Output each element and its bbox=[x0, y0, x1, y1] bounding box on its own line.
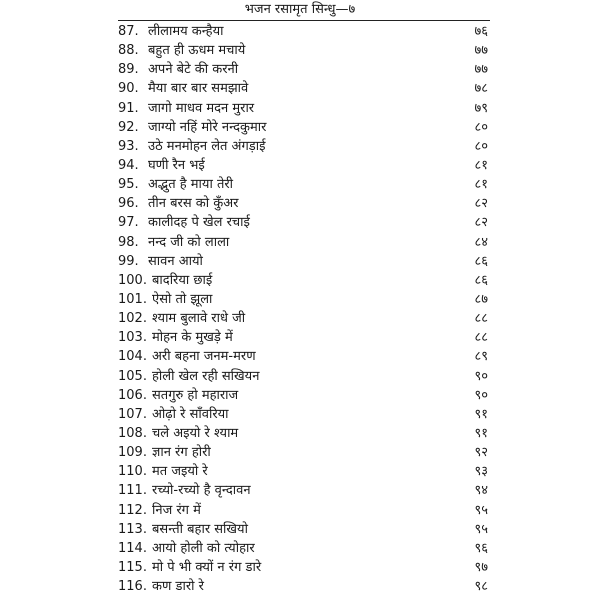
toc-entry bbox=[0, 386, 600, 405]
entry-page-number: ७६ bbox=[474, 24, 488, 39]
entry-title: रच्यो-रच्यो है वृन्दावन bbox=[152, 483, 251, 499]
entry-title: उठे मनमोहन लेत अंगड़ाई bbox=[148, 138, 266, 154]
entry-page-number: ९० bbox=[474, 387, 488, 403]
entry-number: 95. bbox=[118, 177, 139, 193]
toc-entry bbox=[0, 156, 600, 175]
entry-title: मो पे भी क्यों न रंग डारे bbox=[152, 559, 262, 575]
entry-number: 103. bbox=[118, 330, 147, 346]
entry-number: 113. bbox=[118, 521, 147, 537]
toc-entry bbox=[0, 252, 600, 271]
entry-number: 109. bbox=[118, 445, 147, 461]
toc-entry bbox=[0, 194, 600, 213]
entry-title: ऐसो तो झूला bbox=[152, 291, 213, 307]
entry-page-number: ८१ bbox=[474, 177, 488, 193]
entry-page-number: ८० bbox=[474, 119, 488, 135]
entry-number: 105. bbox=[118, 368, 147, 384]
entry-page-number: ८४ bbox=[474, 234, 488, 250]
entry-page-number: ७८ bbox=[474, 81, 488, 97]
entry-title: ओढ़ो रे साँवरिया bbox=[152, 406, 229, 422]
entry-number: 116. bbox=[118, 579, 147, 595]
toc-entry bbox=[0, 22, 600, 41]
entry-number: 97. bbox=[118, 215, 139, 231]
toc-entry bbox=[0, 501, 600, 520]
entry-page-number: ८० bbox=[474, 138, 488, 154]
entry-number: 108. bbox=[118, 425, 147, 441]
toc-entry bbox=[0, 60, 600, 79]
toc-entry bbox=[0, 290, 600, 309]
entry-title: नन्द जी को लाला bbox=[148, 234, 230, 250]
entry-title: सावन आयो bbox=[148, 253, 203, 269]
toc-entry bbox=[0, 271, 600, 290]
entry-number: 102. bbox=[118, 311, 147, 327]
entry-number: 110. bbox=[118, 464, 147, 480]
entry-number: 93. bbox=[118, 138, 139, 154]
toc-entry bbox=[0, 577, 600, 596]
toc-entry bbox=[0, 233, 600, 252]
entry-number: 94. bbox=[118, 157, 139, 173]
entry-title: तीन बरस को कुँअर bbox=[148, 196, 239, 212]
header-rule bbox=[118, 20, 490, 21]
entry-page-number: ९० bbox=[474, 368, 488, 384]
toc-entry bbox=[0, 41, 600, 60]
toc-entry bbox=[0, 558, 600, 577]
entry-title: जाग्यो नहिं मोरे नन्दकुमार bbox=[148, 119, 267, 135]
toc-entry bbox=[0, 309, 600, 328]
entry-title: आयो होली को त्योहार bbox=[152, 540, 255, 556]
toc-entry bbox=[0, 367, 600, 386]
entry-number: 99. bbox=[118, 253, 139, 269]
toc-entry bbox=[0, 79, 600, 98]
entry-number: 107. bbox=[118, 406, 147, 422]
entry-number: 115. bbox=[118, 559, 147, 575]
entry-page-number: ७७ bbox=[474, 43, 488, 59]
toc-entry bbox=[0, 443, 600, 462]
entry-title: बहुत ही ऊधम मचाये bbox=[148, 43, 246, 59]
entry-number: 96. bbox=[118, 196, 139, 212]
entry-page-number: ७९ bbox=[474, 100, 488, 116]
toc-entry bbox=[0, 328, 600, 347]
entry-number: 92. bbox=[118, 119, 139, 135]
entry-title: निज रंग में bbox=[152, 502, 201, 518]
entry-page-number: ९६ bbox=[474, 540, 488, 556]
toc-entry bbox=[0, 481, 600, 500]
toc-entry bbox=[0, 347, 600, 366]
toc-entry bbox=[0, 520, 600, 539]
toc-entry bbox=[0, 99, 600, 118]
entry-page-number: ९५ bbox=[474, 502, 488, 518]
entry-number: 88. bbox=[118, 43, 139, 59]
entry-title: लीलामय कन्हैया bbox=[148, 24, 224, 39]
toc-entry bbox=[0, 424, 600, 443]
entry-number: 111. bbox=[118, 483, 147, 499]
entry-number: 90. bbox=[118, 81, 139, 97]
entry-number: 104. bbox=[118, 349, 147, 365]
entry-number: 91. bbox=[118, 100, 139, 116]
toc-entry bbox=[0, 405, 600, 424]
entry-number: 114. bbox=[118, 540, 147, 556]
toc-entry bbox=[0, 462, 600, 481]
entry-page-number: ८२ bbox=[474, 196, 488, 212]
entry-title: कालीदह पे खेल रचाई bbox=[148, 215, 250, 231]
entry-title: सतगुरु हो महाराज bbox=[152, 387, 239, 403]
toc-entry bbox=[0, 175, 600, 194]
entry-page-number: ८९ bbox=[474, 349, 488, 365]
entry-number: 98. bbox=[118, 234, 139, 250]
toc-entry bbox=[0, 539, 600, 558]
entry-page-number: ८८ bbox=[474, 311, 488, 327]
entry-number: 112. bbox=[118, 502, 147, 518]
entry-page-number: ९५ bbox=[474, 521, 488, 537]
entry-page-number: ८६ bbox=[474, 272, 488, 288]
entry-page-number: ९४ bbox=[474, 483, 488, 499]
entry-page-number: ८६ bbox=[474, 253, 488, 269]
entry-page-number: ९८ bbox=[474, 579, 488, 595]
entry-title: मोहन के मुखड़े में bbox=[152, 330, 233, 346]
entry-page-number: ९१ bbox=[474, 406, 488, 422]
entry-page-number: ९२ bbox=[474, 445, 488, 461]
entry-page-number: ९७ bbox=[474, 559, 488, 575]
entry-title: चले अइयो रे श्याम bbox=[152, 425, 239, 441]
table-of-contents bbox=[0, 22, 600, 596]
entry-page-number: ९१ bbox=[474, 425, 488, 441]
entry-page-number: ९३ bbox=[474, 464, 488, 480]
entry-title: घणी रैन भई bbox=[148, 157, 205, 173]
entry-page-number: ८७ bbox=[474, 291, 488, 307]
toc-entry bbox=[0, 118, 600, 137]
entry-title: होली खेल रही सखियन bbox=[152, 368, 260, 384]
entry-title: बसन्ती बहार सखियो bbox=[152, 521, 248, 537]
entry-number: 89. bbox=[118, 62, 139, 78]
entry-title: ज्ञान रंग होरी bbox=[152, 445, 211, 461]
entry-page-number: ८२ bbox=[474, 215, 488, 231]
toc-entry bbox=[0, 213, 600, 232]
entry-number: 87. bbox=[118, 24, 139, 39]
entry-title: श्याम बुलावे राधे जी bbox=[152, 311, 246, 327]
entry-title: अपने बेटे की करनी bbox=[148, 62, 239, 78]
entry-number: 101. bbox=[118, 291, 147, 307]
entry-title: मत जइयो रे bbox=[152, 464, 208, 480]
entry-number: 100. bbox=[118, 272, 147, 288]
toc-entry bbox=[0, 137, 600, 156]
running-header: भजन रसामृत सिन्धु—७ bbox=[244, 2, 356, 17]
entry-title: जागो माधव मदन मुरार bbox=[148, 100, 255, 116]
entry-page-number: ७७ bbox=[474, 62, 488, 78]
entry-title: अरी बहना जनम-मरण bbox=[152, 349, 256, 365]
entry-title: अद्भुत है माया तेरी bbox=[148, 177, 234, 193]
entry-page-number: ८८ bbox=[474, 330, 488, 346]
entry-number: 106. bbox=[118, 387, 147, 403]
entry-title: मैया बार बार समझावे bbox=[148, 81, 249, 97]
entry-title: बादरिया छाई bbox=[152, 272, 213, 288]
entry-page-number: ८१ bbox=[474, 157, 488, 173]
entry-title: कण डारो रे bbox=[152, 579, 204, 595]
